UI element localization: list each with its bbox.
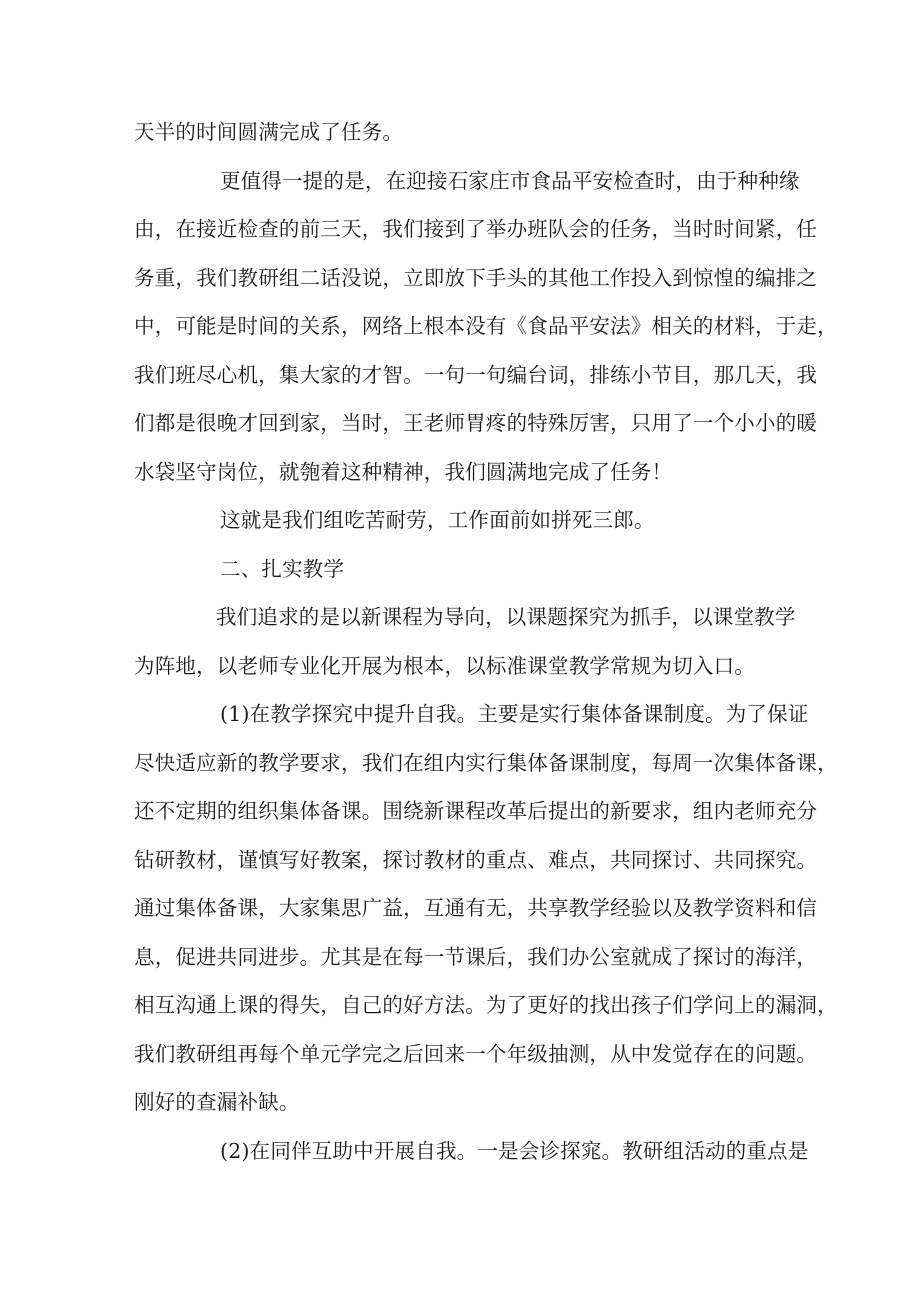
text-line: 我们班尽心机，集大家的才智。一句一句编台词，排练小节目，那几天，我	[134, 362, 818, 387]
text-line: 为阵地，以老师专业化开展为根本，以标准课堂教学常规为切入口。	[134, 653, 755, 678]
text-line: 水袋坚守岗位，就匏着这种精神，我们圆满地完成了任务！	[134, 459, 673, 484]
text-line: 相互沟通上课的得失，自己的好方法。为了更好的找出孩子们学问上的漏洞，	[134, 993, 838, 1017]
paragraph-start-line: (1)在教学探究中提升自我。主要是实行集体备课制度。为了保证	[220, 702, 809, 726]
paragraph-start-line: 这就是我们组吃苦耐劳，工作面前如拼死三郎。	[220, 508, 655, 532]
text-line: 由，在接近检查的前三天，我们接到了举办班队会的任务，当时时间紧，任	[134, 217, 818, 241]
paragraph-start-line: 我们追求的是以新课程为导向，以课题探究为抓手，以课堂教学	[216, 605, 796, 629]
text-line: 息，促进共同进步。尤其是在每一节课后，我们办公室就成了探讨的海洋，	[134, 944, 818, 969]
text-line: 务重，我们教研组二话没说，立即放下手头的其他工作投入到惊惶的编排之	[134, 265, 818, 290]
text-line: 我们教研组再每个单元学完之后回来一个年级抽测，从中发觉存在的问题。	[134, 1041, 818, 1066]
text-line: 天半的时间圆满完成了任务。	[134, 120, 404, 144]
text-line: 尽快适应新的教学要求，我们在组内实行集体备课制度，每周一次集体备课，	[134, 750, 838, 775]
text-line: 钻研教材，谨慎写好教案，探讨教材的重点、难点，共同探讨、共同探究。	[134, 847, 818, 872]
text-line: 中，可能是时间的关系，网络上根本没有《食品平安法》相关的材料，于走，	[134, 314, 838, 338]
paragraph-start-line: 更值得一提的是，在迎接石家庄市食品平安检查时，由于种种缘	[220, 168, 800, 193]
text-line: 还不定期的组织集体备课。围绕新课程改革后提出的新要求，组内老师充分	[134, 799, 818, 823]
text-line: 们都是很晚才回到家，当时，王老师胃疼的特殊厉害，只用了一个小小的暖	[134, 411, 818, 435]
text-line: 刚好的查漏补缺。	[134, 1090, 300, 1114]
text-line: 通过集体备课，大家集思广益，互通有无，共享教学经验以及教学资料和信	[134, 896, 818, 920]
paragraph-start-line: (2)在同伴互助中开展自我。一是会诊探窕。教研组活动的重点是	[220, 1138, 809, 1163]
section-heading: 二、扎实教学	[220, 556, 345, 581]
document-body	[134, 108, 838, 1175]
